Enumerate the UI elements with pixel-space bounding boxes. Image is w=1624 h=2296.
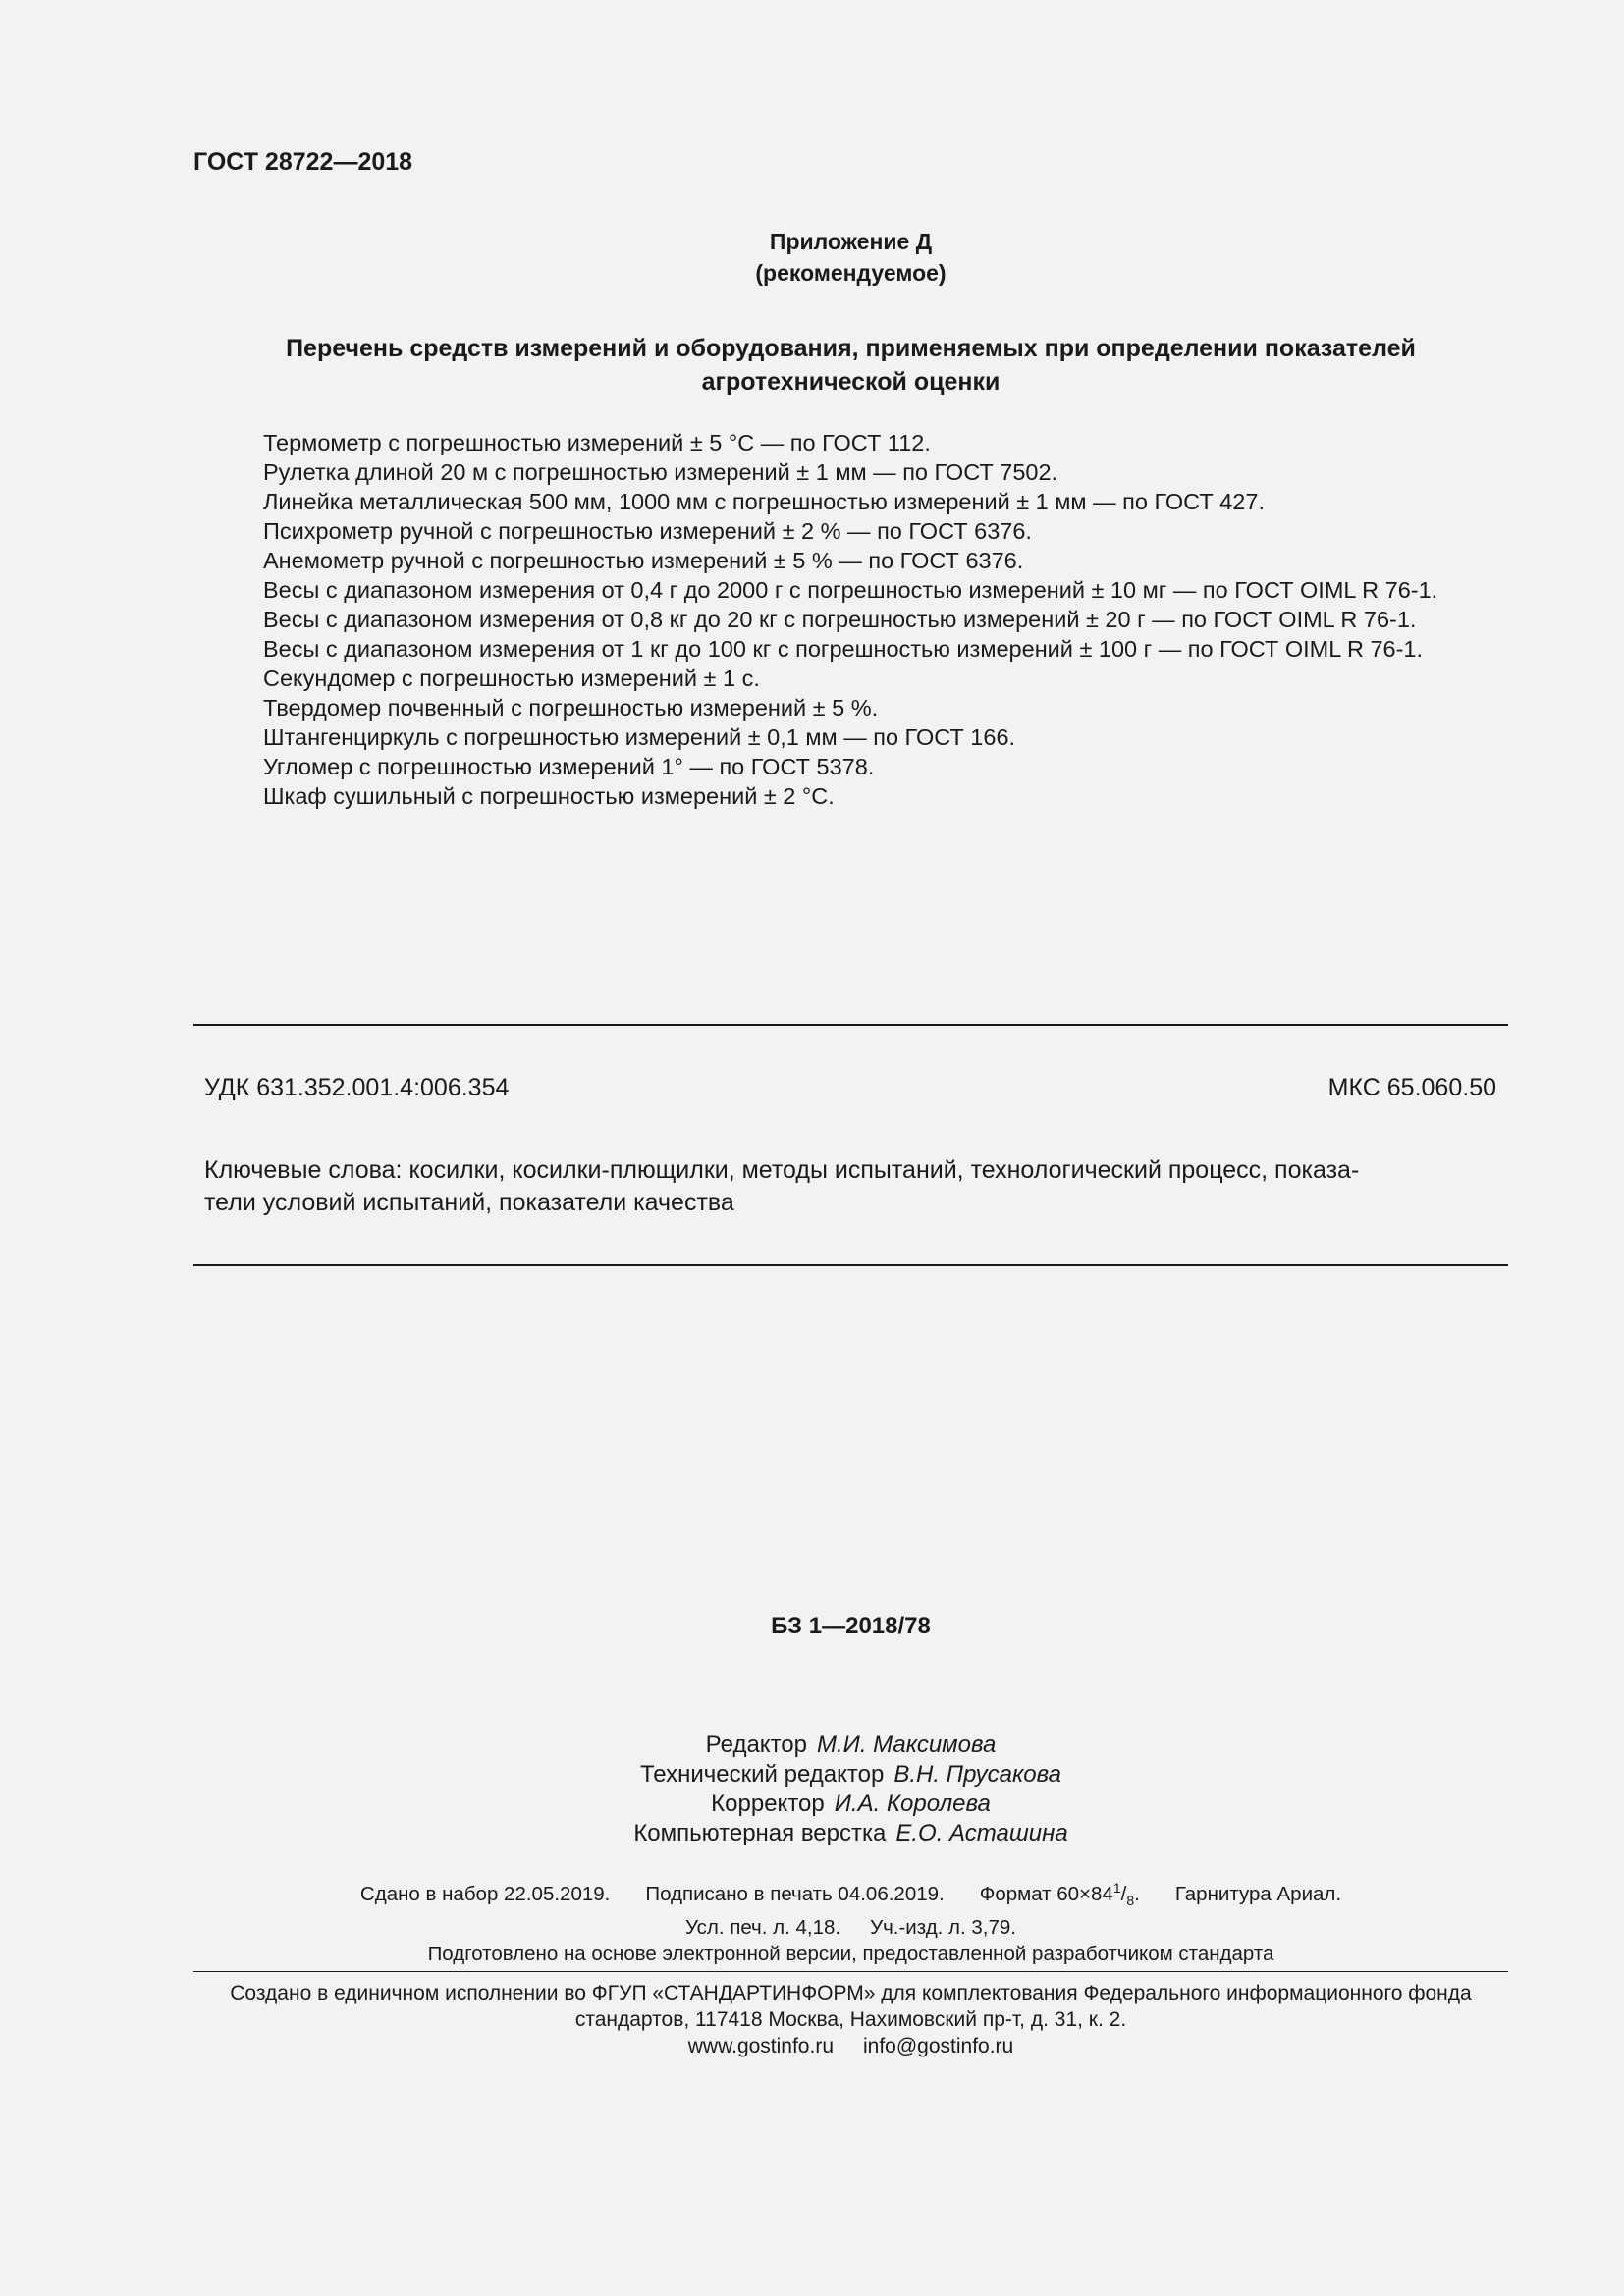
staff-credits bbox=[193, 1731, 1508, 1848]
sheets-print: Усл. печ. л. 4,18. bbox=[684, 1915, 841, 1939]
print-info-line1 bbox=[193, 1875, 1508, 1914]
staff-role: Редактор bbox=[705, 1732, 807, 1758]
equipment-list-title-line2: агротехнической оценки bbox=[701, 368, 1001, 396]
udk-code: УДК 631.352.001.4:006.354 bbox=[204, 1074, 510, 1101]
staff-name: В.Н. Прусакова bbox=[893, 1761, 1061, 1788]
staff-row-layout bbox=[193, 1819, 1508, 1848]
list-item: Весы с диапазоном измерения от 1 кг до 100 кг с погрешностью измерений ± 100 г — по ГОСТ OIML R 76-1. bbox=[263, 636, 1424, 662]
list-item: Весы с диапазоном измерения от 0,8 кг до 20 кг с погрешностью измерений ± 20 г — по ГОСТ OIML R 76-1. bbox=[263, 607, 1417, 632]
appendix-heading bbox=[193, 226, 1508, 289]
print-info bbox=[193, 1875, 1508, 1967]
publisher-divider bbox=[193, 1971, 1508, 1972]
bottom-divider bbox=[193, 1264, 1508, 1266]
submitted-date: Сдано в набор 22.05.2019. bbox=[359, 1882, 611, 1905]
list-item: Угломер с погрешностью измерений 1° — по ГОСТ 5378. bbox=[263, 754, 875, 779]
list-item: Штангенциркуль с погрешностью измерений ± 0,1 мм — по ГОСТ 166. bbox=[263, 724, 1016, 750]
list-item: Линейка металлическая 500 мм, 1000 мм с погрешностью измерений ± 1 мм — по ГОСТ 427. bbox=[263, 489, 1265, 514]
appendix-title: Приложение Д bbox=[769, 229, 933, 254]
top-divider bbox=[193, 1024, 1508, 1026]
list-item: Рулетка длиной 20 м с погрешностью измерений ± 1 мм — по ГОСТ 7502. bbox=[263, 459, 1058, 485]
mks-code: МКС 65.060.50 bbox=[1327, 1074, 1496, 1101]
publisher-line2: стандартов, 117418 Москва, Нахимовский пр-т, д. 31, к. 2. bbox=[574, 2008, 1127, 2031]
prepared-note: Подготовлено на основе электронной версии, предоставленной разработчиком стандарта bbox=[427, 1942, 1274, 1965]
list-item: Шкаф сушильный с погрешностью измерений ± 2 °С. bbox=[263, 783, 835, 809]
list-item: Секундомер с погрешностью измерений ± 1 с. bbox=[263, 666, 760, 691]
staff-role: Технический редактор bbox=[639, 1761, 885, 1788]
list-item: Весы с диапазоном измерения от 0,4 г до 2000 г с погрешностью измерений ± 10 мг — по ГОСТ OIML R 76-1. bbox=[263, 577, 1438, 603]
equipment-list-title-line1: Перечень средств измерений и оборудования, применяемых при определении показателей bbox=[286, 335, 1416, 362]
keywords-line1: Ключевые слова: косилки, косилки-плющилки, методы испытаний, технологический процесс, показа- bbox=[204, 1156, 1360, 1184]
list-item: Психрометр ручной с погрешностью измерений ± 2 % — по ГОСТ 6376. bbox=[263, 518, 1032, 544]
signed-date: Подписано в печать 04.06.2019. bbox=[645, 1882, 945, 1905]
staff-role: Корректор bbox=[711, 1790, 825, 1817]
appendix-subtitle: (рекомендуемое) bbox=[755, 260, 947, 286]
staff-name: И.А. Королева bbox=[834, 1790, 991, 1817]
publisher-line1: Создано в единичном исполнении во ФГУП «СТАНДАРТИНФОРМ» для комплектования Федерального информационного фонда bbox=[230, 1982, 1472, 2004]
staff-role: Компьютерная верстка bbox=[633, 1820, 887, 1846]
list-item: Термометр с погрешностью измерений ± 5 °С — по ГОСТ 112. bbox=[263, 430, 931, 455]
publisher-contacts bbox=[193, 2033, 1508, 2059]
staff-name: М.И. Максимова bbox=[816, 1732, 997, 1758]
keywords bbox=[204, 1154, 1500, 1219]
equipment-list-title bbox=[193, 332, 1508, 399]
staff-name: Е.О. Асташина bbox=[895, 1820, 1068, 1846]
print-info-line2 bbox=[193, 1914, 1508, 1941]
bz-number: БЗ 1—2018/78 bbox=[771, 1613, 931, 1639]
keywords-line2: тели условий испытаний, показатели качества bbox=[204, 1189, 734, 1216]
email-link[interactable]: info@gostinfo.ru bbox=[863, 2035, 1014, 2057]
publisher-info bbox=[193, 1980, 1508, 2059]
typeface: Гарнитура Ариал. bbox=[1174, 1882, 1342, 1905]
document-code: ГОСТ 28722—2018 bbox=[193, 148, 413, 176]
paper-format: Формат $60\times 84^1/_8$. bbox=[979, 1880, 1140, 1908]
website-link[interactable]: www.gostinfo.ru bbox=[687, 2035, 834, 2057]
list-item: Твердомер почвенный с погрешностью измерений ± 5 %. bbox=[263, 695, 879, 721]
staff-row-tech-editor bbox=[193, 1760, 1508, 1789]
list-item: Анемометр ручной с погрешностью измерений ± 5 % — по ГОСТ 6376. bbox=[263, 548, 1024, 573]
staff-row-editor bbox=[193, 1731, 1508, 1760]
equipment-list bbox=[263, 428, 1540, 811]
staff-row-corrector bbox=[193, 1789, 1508, 1819]
sheets-pub: Уч.-изд. л. 3,79. bbox=[870, 1915, 1017, 1939]
